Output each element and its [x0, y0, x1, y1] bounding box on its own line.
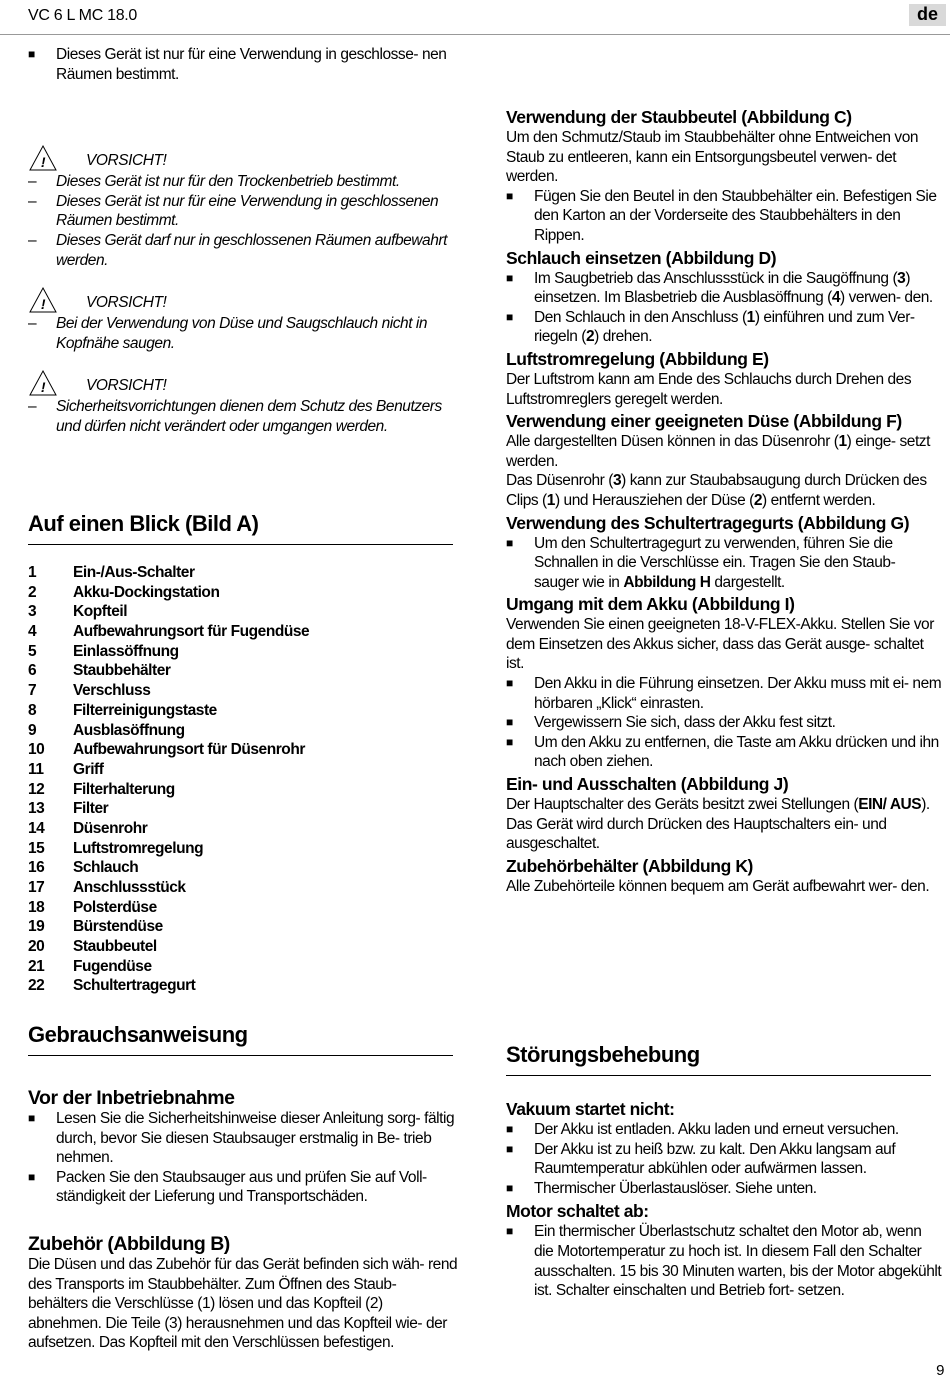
list-item: ■ Dieses Gerät ist nur für eine Verwendung in geschlosse- nen Räumen bestimmt.: [28, 45, 458, 84]
instructions-section: [28, 1022, 458, 1056]
before-use-section: [28, 1087, 458, 1207]
page-number: 9: [936, 1362, 944, 1379]
subsection-title: Verwendung des Schultertragegurts (Abbildung G): [506, 512, 910, 533]
subsection-title: Schlauch einsetzen (Abbildung D): [506, 247, 777, 268]
strap-list: [506, 534, 942, 593]
model-header: VC 6 L MC 18.0: [28, 7, 138, 24]
part-label: Aufbewahrungsort für Düsenrohr: [73, 741, 305, 759]
before-use-list: [28, 1109, 458, 1207]
parts-row: [28, 937, 309, 957]
part-number: 1: [28, 564, 37, 581]
section-title: Auf einen Blick (Bild A): [28, 511, 259, 536]
list-item: – Sicherheitsvorrichtungen dienen dem Schutz des Benutzers und dürfen nicht verändert oder umgangen werden.: [28, 397, 458, 436]
paragraph: Alle Zubehörteile können bequem am Gerät aufbewahrt wer- den.: [506, 877, 930, 895]
caution-list: [28, 397, 458, 436]
paragraph: Die Düsen und das Zubehör für das Gerät befinden sich wäh- rend des Transports im Staubbehälter. Zum Öffnen des Staub- behälters die Verschlüsse (1) lösen und das Kopfteil (2) abnehmen. Die Teile (3) herausnehmen und das Kopfteil wie- der aufsetzen. Das Kopfteil mit den Verschlüssen befestigen.: [28, 1256, 458, 1352]
part-number: 6: [28, 662, 37, 680]
intro-list: [28, 45, 458, 84]
part-label: Bürstendüse: [73, 918, 163, 936]
part-label: Düsenrohr: [73, 819, 148, 837]
list-item: ■ Im Saugbetrieb das Anschlussstück in die Saugöffnung (3) einsetzen. Im Blasbetrieb die Ausblasöffnung (4) verwen- den.: [506, 269, 942, 308]
troubleshooting-list: [506, 1099, 942, 1301]
warning-triangle-icon: [28, 144, 58, 172]
part-label: Griff: [73, 760, 104, 778]
caution-heading: ! VORSICHT!: [28, 150, 458, 172]
part-number: 21: [28, 957, 45, 975]
part-number: 9: [28, 721, 37, 739]
part-number: 3: [28, 603, 37, 621]
subsection-title: Luftstromregelung (Abbildung E): [506, 348, 769, 369]
part-label: Polsterdüse: [73, 898, 157, 916]
paragraph: Das Düsenrohr (3) kann zur Staubabsaugung durch Drücken des Clips (1) und Herausziehen der Düse (2) entfernt werden.: [506, 472, 927, 509]
part-label: Verschluss: [73, 682, 151, 700]
list-item: ■ Thermischer Überlastauslöser. Siehe unten.: [506, 1179, 942, 1199]
parts-list: [28, 563, 309, 996]
part-number: 4: [28, 623, 37, 641]
part-number: 19: [28, 918, 45, 936]
paragraph: Verwenden Sie einen geeigneten 18-V-FLEX-Akku. Stellen Sie vor dem Einsetzen des Akkus sicher, dass das Gerät ausge- schaltet ist.: [506, 616, 934, 673]
language-badge: de: [909, 4, 946, 26]
section-title: Störungsbehebung: [506, 1042, 700, 1067]
subsection-title: Verwendung der Staubbeutel (Abbildung C): [506, 107, 852, 127]
part-number: 12: [28, 780, 45, 798]
list-item: ■ Den Schlauch in den Anschluss (1) einführen und zum Ver- riegeln (2) drehen.: [506, 308, 942, 347]
parts-row: [28, 898, 309, 918]
caution-list: [28, 172, 458, 270]
paragraph: Der Hauptschalter des Geräts besitzt zwei Stellungen (EIN/ AUS). Das Gerät wird durch Drücken des Hauptschalters ein- und ausgeschaltet.: [506, 796, 930, 853]
parts-row: [28, 819, 309, 839]
part-label: Ein-/Aus-Schalter: [73, 564, 195, 581]
list-item: ■ Vergewissern Sie sich, dass der Akku fest sitzt.: [506, 713, 942, 733]
part-number: 13: [28, 800, 45, 818]
list-item: – Dieses Gerät ist nur für eine Verwendung in geschlossenen Räumen bestimmt.: [28, 192, 458, 231]
caution-list: [28, 314, 458, 353]
vacuum-list: [506, 1120, 942, 1198]
parts-row: [28, 583, 309, 603]
list-item: ■ Der Akku ist zu heiß bzw. zu kalt. Den Akku langsam auf Raumtemperatur abkühlen oder aufwärmen lassen.: [506, 1140, 942, 1179]
list-item: – Dieses Gerät darf nur in geschlossenen Räumen aufbewahrt werden.: [28, 231, 458, 270]
parts-row: [28, 878, 309, 898]
part-label: Filterreinigungstaste: [73, 701, 217, 719]
accessories-section: [28, 1233, 458, 1353]
part-label: Filterhalterung: [73, 780, 175, 798]
subsection-title: Verwendung einer geeigneten Düse (Abbildung F): [506, 411, 902, 432]
part-number: 16: [28, 859, 45, 877]
svg-text:!: !: [40, 154, 46, 171]
part-label: Schultertragegurt: [73, 977, 196, 995]
part-label: Staubbeutel: [73, 938, 157, 956]
part-number: 17: [28, 879, 45, 896]
svg-text:!: !: [40, 379, 46, 396]
parts-row: [28, 799, 309, 819]
list-item: – Dieses Gerät ist nur für den Trockenbetrieb bestimmt.: [28, 172, 458, 192]
part-label: Staubbehälter: [73, 662, 171, 680]
subsection-title: Zubehör (Abbildung B): [28, 1233, 230, 1255]
list-item: ■ Ein thermischer Überlastschutz schaltet den Motor ab, wenn die Motortemperatur zu hoch ist. In diesem Fall den Schalter ausschalten. 15 bis 30 Minuten warten, bis der Motor abgekühlt ist. Schalter einschalten und Betrieb fort- setzen.: [506, 1222, 942, 1300]
part-number: 18: [28, 898, 45, 916]
part-number: 15: [28, 839, 45, 857]
parts-row: [28, 780, 309, 800]
parts-row: [28, 563, 309, 583]
part-label: Schlauch: [73, 859, 139, 877]
list-item: ■ Um den Schultertragegurt zu verwenden, führen Sie die Schnallen in die Verschlüsse ein. Tragen Sie den Staub- sauger wie in Abbildung H dargestellt.: [506, 534, 942, 593]
parts-row: [28, 957, 309, 977]
list-item: ■ Packen Sie den Staubsauger aus und prüfen Sie auf Voll- ständigkeit der Lieferung und Transportschäden.: [28, 1168, 458, 1207]
bags-list: [506, 187, 942, 246]
parts-row: [28, 839, 309, 859]
caution-heading: ! VORSICHT!: [28, 292, 458, 314]
parts-row: [28, 681, 309, 701]
part-label: Aufbewahrungsort für Fugendüse: [73, 623, 310, 641]
part-label: Filter: [73, 800, 109, 818]
part-number: 10: [28, 741, 45, 759]
motor-list: [506, 1222, 942, 1300]
right-column: [506, 107, 942, 896]
part-label: Ausblasöffnung: [73, 721, 185, 739]
parts-row: [28, 622, 309, 642]
parts-row: [28, 760, 309, 780]
parts-row: [28, 721, 309, 741]
warning-triangle-icon: [28, 286, 58, 314]
part-number: 8: [28, 701, 37, 719]
list-item: ■ Der Akku ist entladen. Akku laden und erneut versuchen.: [506, 1120, 942, 1140]
parts-row: [28, 642, 309, 662]
subsection-title: Vor der Inbetriebnahme: [28, 1087, 235, 1109]
paragraph: Um den Schmutz/Staub im Staubbehälter ohne Entweichen von Staub zu entleeren, kann ein Entsorgungsbeutel verwen- det werden.: [506, 129, 919, 186]
part-label: Anschlussstück: [73, 879, 186, 896]
section-rule: [28, 544, 453, 545]
part-number: 11: [28, 760, 44, 778]
list-item: ■ Lesen Sie die Sicherheitshinweise dieser Anleitung sorg- fältig durch, bevor Sie diesen Staubsauger erstmalig in Be- trieb nehmen.: [28, 1109, 458, 1168]
svg-text:!: !: [40, 296, 46, 313]
list-item: ■ Den Akku in die Führung einsetzen. Der Akku muss mit ei- nem hörbaren „Klick“ einrasten.: [506, 674, 942, 713]
parts-row: [28, 917, 309, 937]
part-number: 20: [28, 938, 45, 956]
list-item: – Bei der Verwendung von Düse und Saugschlauch nicht in Kopfnähe saugen.: [28, 314, 458, 353]
part-label: Fugendüse: [73, 957, 152, 975]
caution-heading: ! VORSICHT!: [28, 375, 458, 397]
part-number: 14: [28, 819, 45, 837]
list-item: ■ Fügen Sie den Beutel in den Staubbehälter ein. Befestigen Sie den Karton an der Vorderseite des Staubbehälters in den Rippen.: [506, 187, 942, 246]
list-item: ■ Um den Akku zu entfernen, die Taste am Akku drücken und ihn nach oben ziehen.: [506, 733, 942, 772]
parts-row: [28, 858, 309, 878]
section-title: Gebrauchsanweisung: [28, 1022, 248, 1047]
hose-list: [506, 269, 942, 347]
subsection-title: Zubehörbehälter (Abbildung K): [506, 855, 753, 876]
parts-row: [28, 701, 309, 721]
part-label: Einlassöffnung: [73, 642, 179, 660]
subsection-title: Umgang mit dem Akku (Abbildung I): [506, 594, 795, 615]
section-rule: [28, 1055, 453, 1056]
parts-row: [28, 661, 309, 681]
troubleshooting-section: [506, 1042, 942, 1076]
section-rule: [506, 1075, 931, 1076]
part-number: 2: [28, 583, 37, 601]
parts-row: [28, 602, 309, 622]
overview-section: [28, 511, 458, 996]
part-number: 5: [28, 642, 37, 660]
paragraph: Der Luftstrom kann am Ende des Schlauchs durch Drehen des Luftstromreglers geregelt werden.: [506, 370, 912, 408]
left-column: [28, 45, 458, 437]
parts-row: [28, 740, 309, 760]
part-label: Kopfteil: [73, 603, 128, 621]
battery-list: [506, 674, 942, 772]
part-label: Akku-Dockingstation: [73, 583, 220, 601]
problem-title: Vakuum startet nicht:: [506, 1099, 675, 1119]
problem-title: Motor schaltet ab:: [506, 1201, 649, 1222]
part-number: 7: [28, 682, 37, 700]
header-divider: [0, 34, 950, 35]
part-number: 22: [28, 977, 45, 995]
paragraph: Alle dargestellten Düsen können in das Düsenrohr (1) einge- setzt werden.: [506, 433, 930, 470]
warning-triangle-icon: [28, 369, 58, 397]
part-label: Luftstromregelung: [73, 839, 204, 857]
parts-row: [28, 976, 309, 996]
subsection-title: Ein- und Ausschalten (Abbildung J): [506, 774, 789, 795]
